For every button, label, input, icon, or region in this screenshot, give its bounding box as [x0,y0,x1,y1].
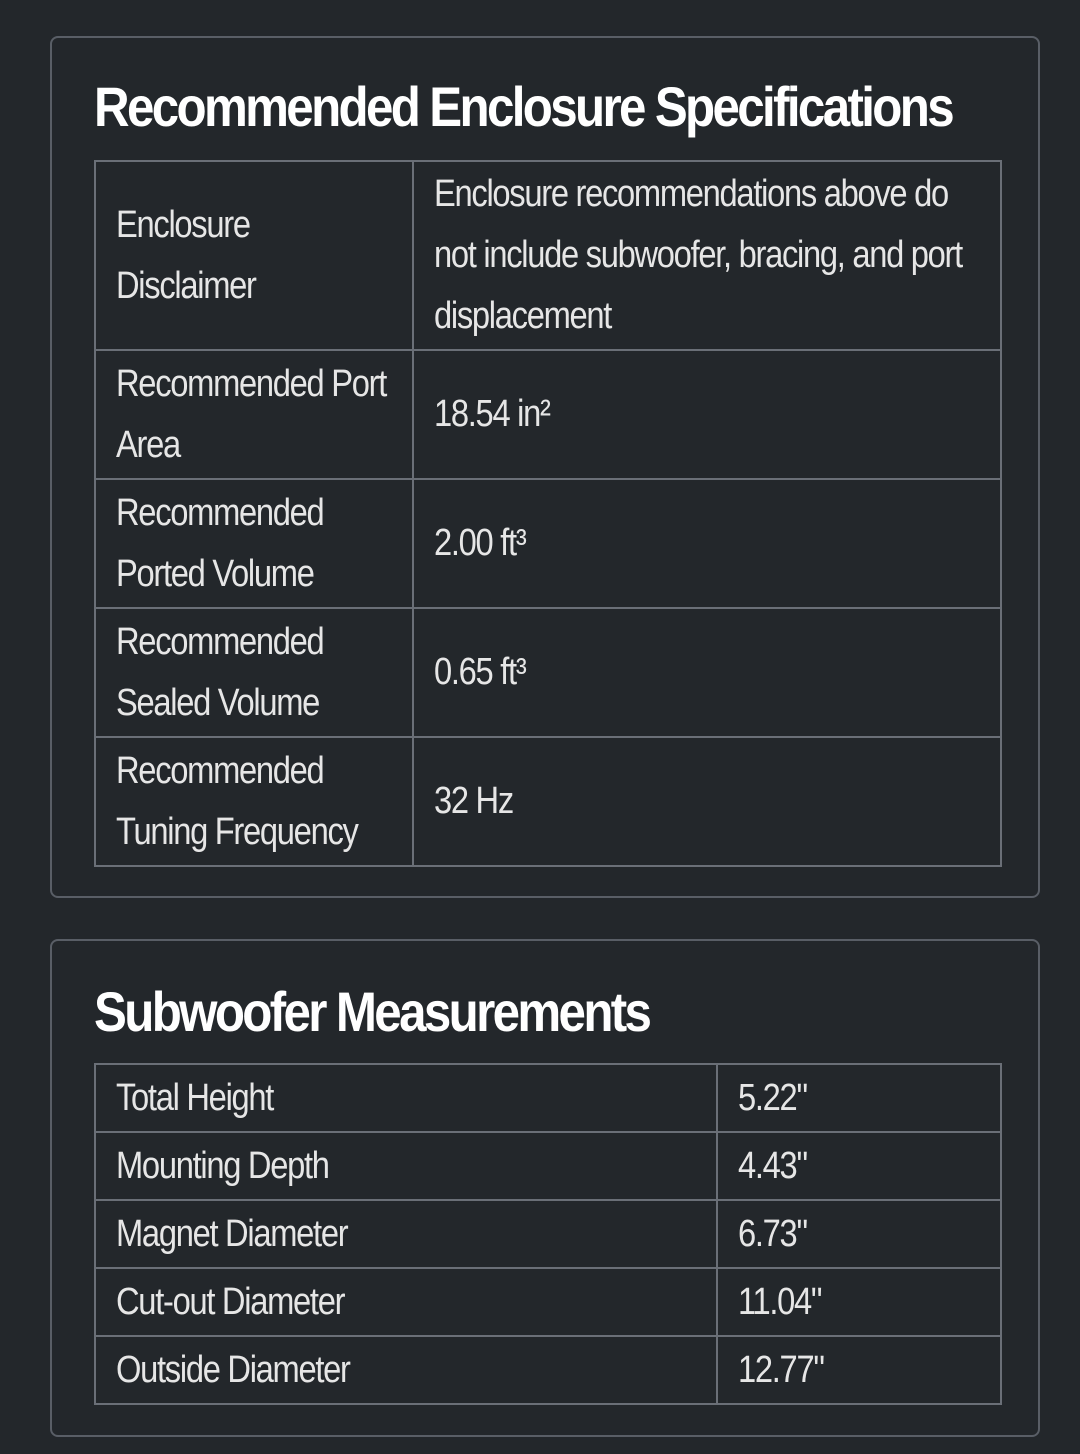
subwoofer-measurements-card [50,939,1040,1437]
table-row [95,161,1001,350]
measure-label: Mounting Depth [116,1144,329,1187]
measure-label-cell [95,1200,717,1268]
spec-value: Enclosure recommendations above do not include subwoofer, bracing, and port displacement [434,173,962,337]
spec-label-cell [95,161,413,350]
measure-label: Outside Diameter [116,1348,350,1391]
measure-label-cell [95,1064,717,1132]
table-row [95,350,1001,479]
spec-label-cell [95,737,413,866]
measure-label-cell [95,1268,717,1336]
enclosure-specs-table [94,160,1002,867]
spec-value: 32 Hz [434,780,513,822]
table-row [95,479,1001,608]
table-row [95,737,1001,866]
measure-value-cell [717,1132,1001,1200]
measure-value-cell [717,1336,1001,1404]
measure-label: Cut-out Diameter [116,1280,345,1323]
table-row [95,1132,1001,1200]
measure-value-cell [717,1268,1001,1336]
measure-value-cell [717,1200,1001,1268]
spec-value: 2.00 ft³ [434,522,526,564]
table-row [95,1064,1001,1132]
table-row [95,1268,1001,1336]
spec-value-cell [413,479,1001,608]
enclosure-specs-card [50,36,1040,898]
table-row [95,1336,1001,1404]
spec-value: 0.65 ft³ [434,651,526,693]
spec-value-cell [413,161,1001,350]
measure-value: 4.43" [738,1144,807,1187]
spec-label: Recommended Ported Volume [116,491,324,595]
measure-label: Magnet Diameter [116,1212,348,1255]
spec-label: Recommended Port Area [116,362,386,466]
measure-label-cell [95,1132,717,1200]
spec-value-cell [413,350,1001,479]
spec-value-cell [413,608,1001,737]
measure-label-cell [95,1336,717,1404]
measure-value: 12.77" [738,1348,824,1391]
spec-label-cell [95,479,413,608]
spec-value: 18.54 in² [434,393,550,435]
measure-label: Total Height [116,1076,274,1119]
measure-value: 5.22" [738,1076,807,1119]
measure-value: 11.04" [738,1280,822,1323]
subwoofer-measurements-table [94,1063,1002,1405]
table-row [95,608,1001,737]
measure-value: 6.73" [738,1212,807,1255]
spec-label: Enclosure Disclaimer [116,203,256,307]
spec-value-cell [413,737,1001,866]
spec-label-cell [95,608,413,737]
spec-label-cell [95,350,413,479]
spec-label: Recommended Sealed Volume [116,620,324,724]
spec-label: Recommended Tuning Frequency [116,749,358,853]
table-row [95,1200,1001,1268]
enclosure-specs-title: Recommended Enclosure Specifications [94,75,952,138]
subwoofer-measurements-title: Subwoofer Measurements [94,980,650,1043]
measure-value-cell [717,1064,1001,1132]
